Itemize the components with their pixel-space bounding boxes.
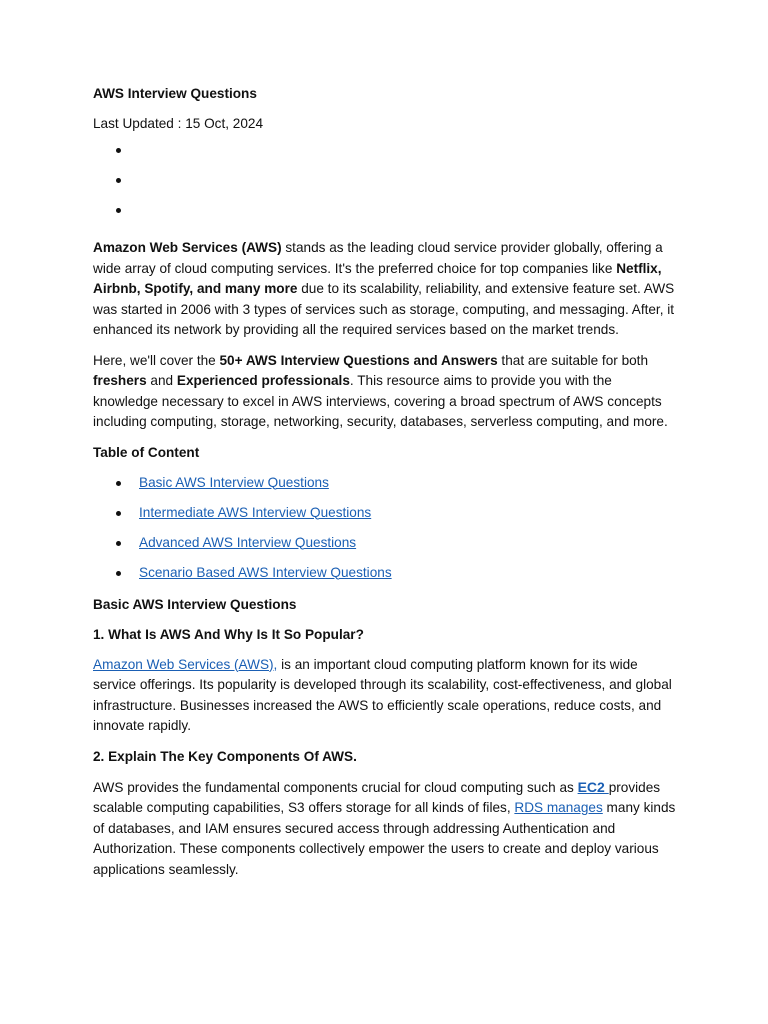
aws-name: Amazon Web Services (AWS) [93,240,282,255]
toc-item [93,473,677,503]
answer-2 [93,777,677,881]
empty-bullet [93,204,677,234]
experienced: Experienced professionals [176,373,350,388]
coverage-text-1: Here, we'll cover the [93,352,220,368]
ec2-link[interactable]: EC2 [577,778,609,795]
empty-bullet [93,144,677,174]
toc-link-intermediate[interactable]: Intermediate AWS Interview Questions [139,504,372,520]
last-updated: Last Updated : 15 Oct, 2024 [93,116,264,131]
coverage-highlight: 50+ AWS Interview Questions and Answers [219,352,498,368]
toc-heading: Table of Content [93,444,200,460]
intro-text-1: stands as the leading cloud service provider globally, offering a wide array of cloud computing services. It's the preferred choice for top companies like [93,240,663,276]
intro-paragraph [93,238,677,341]
empty-bullet [93,174,677,204]
article [93,84,677,880]
coverage-text-3: and [146,373,177,388]
coverage-text-2: that are suitable for both [497,352,649,368]
table-of-content [93,473,677,593]
rds-link[interactable]: RDS manages [514,800,603,815]
answer-2-text-2: provides scalable computing capabilities, S3 offers storage for all kinds of files, [93,779,661,815]
section-heading-basic: Basic AWS Interview Questions [93,596,297,612]
empty-bullet-list [93,144,677,234]
aws-link[interactable]: Amazon Web Services (AWS), [93,656,278,672]
toc-link-advanced[interactable]: Advanced AWS Interview Questions [139,534,357,550]
answer-2-text-3: many kinds of databases, and IAM ensures secured access through addressing Authentication and Authorization. These components collectively empower the users to create and deploy various applications seamlessly. [93,800,676,877]
answer-2-text-1: AWS provides the fundamental components crucial for cloud computing such as [93,779,578,795]
question-1: 1. What Is AWS And Why Is It So Popular? [93,626,364,642]
answer-1-text: is an important cloud computing platform known for its wide service offerings. Its popularity is developed through its scalability, cost-effectiveness, and global infrastructure. Businesses increased the AWS to efficiently scale operations, reduce costs, and innovate rapidly. [93,656,672,733]
toc-link-scenario[interactable]: Scenario Based AWS Interview Questions [139,564,392,580]
toc-item [93,563,677,593]
freshers: freshers [93,373,147,388]
intro-text-2: due to its scalability, reliability, and extensive feature set. AWS was started in 2006 with 3 types of services such as storage, computing, and messaging. After, it enhanced its network by providing all the required services based on the market trends. [93,281,675,337]
coverage-text-4: . This resource aims to provide you with the knowledge necessary to excel in AWS interviews, covering a broad spectrum of AWS concepts including computing, storage, networking, security, databases, serverless computing, and more. [93,373,668,429]
companies: Netflix, Airbnb, Spotify, and many more [93,260,662,296]
question-2: 2. Explain The Key Components Of AWS. [93,748,357,764]
coverage-paragraph [93,351,677,433]
toc-item [93,533,677,563]
page-title: AWS Interview Questions [93,86,257,101]
answer-1 [93,655,677,737]
toc-item [93,503,677,533]
toc-link-basic[interactable]: Basic AWS Interview Questions [139,474,329,490]
